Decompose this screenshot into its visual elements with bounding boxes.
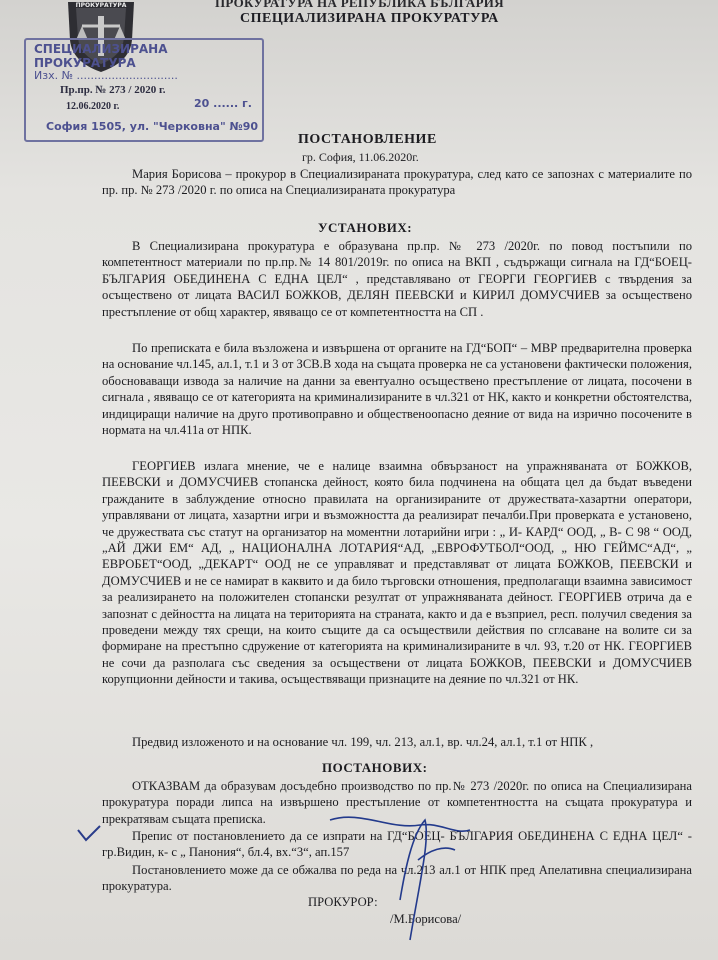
header-line-2: СПЕЦИАЛИЗИРАНА ПРОКУРАТУРА: [240, 11, 499, 26]
paragraph-5: ОТКАЗВАМ да образувам досъдебно производство по пр.№ 273 /2020г. по описа на Специализирана прокуратура поради липса на извършено престъпление от компетентността на същата прокуратура и прекратявам същата преписка.: [102, 779, 692, 826]
stamp-date: 12.06.2020 г.: [66, 101, 120, 112]
stamp-title: СПЕЦИАЛИЗИРАНА ПРОКУРАТУРА: [34, 42, 168, 70]
document-title: ПОСТАНОВЛЕНИЕ: [298, 132, 437, 147]
prosecutor-label: ПРОКУРОР:: [308, 895, 378, 909]
paragraph-6: Препис от постановлението да се изпрати на ГД“БОЕЦ- БЪЛГАРИЯ ОБЕДИНЕНА С ЕДНА ЦЕЛ“ - гр.Видин, к- с „ Панония“, бл.4, вх.“3“, ап.157: [102, 829, 692, 860]
section-established-heading: УСТАНОВИХ:: [318, 220, 413, 235]
stamp-case-number: Пр.пр. № 273 / 2020 г.: [60, 84, 166, 96]
stamp-year: 20 ...... г.: [194, 97, 252, 110]
place-and-date: гр. София, 11.06.2020г.: [302, 150, 419, 164]
paragraph-3: ГЕОРГИЕВ излага мнение, че е налице взаимна обвързаност на упражняваната от БОЖКОВ, ПЕЕВСКИ и ДОМУСЧИЕВ стопанска дейност, която била подчинена на общата цел да бъдат въведени гражданите в заблуждение относно правилата на организираните от дружествата-хазартни оператори, управлявани от лицата, хазартни игри и възможността да реализират печалби.При проверката е установено, че дружествата със статут на организатор на моментни лотарийни игри : „ И- КАРД“ ООД, „ В- С 98 “ ООД, „АЙ ДЖИ ЕМ“ АД, „ НАЦИОНАЛНА ЛОТАРИЯ“АД, „ЕВРОФУТБОЛ“ООД, „ НЮ ГЕЙМС“АД“, „ ЕВРОБЕТ“ООД, „ДЕКАРТ“ ООД не се управляват и представляват от лицата БОЖКОВ, ПЕЕВСКИ и ДОМУСЧИЕВ и не се намират в каквито и да било търговски отношения, предполагащи взаимна зависимост за реализирането на положителен стопански резултат от упражняваната дейност. ГЕОРГИЕВ отрича да е запознат с дейността на лицата на територията на страната, както и да е възприел, респ. получил сведения за проведени между тях срещи, на които същите да са осъществили действия по сглсаване на волите си за формиране на престъпно сдружение от категорията на криминализираните в чл. 93, т.20 от НК. ГЕОРГИЕВ не сочи да разполага със сведения за осъществени от лицата БОЖКОВ, ПЕЕВСКИ и ДОМУСЧИЕВ корупционни дейности и такива, осъществяващи признаците на деяние по чл.321 от НК.: [102, 459, 692, 687]
paragraph-2: По преписката е била възложена и извършена от органите на ГД“БОП“ – МВР предварителна проверка на основание чл.145, ал.1, т.1 и 3 от ЗСВ.В хода на същата проверка не са установени фактически положения, обосноваващи извода за наличие на данни за евентуално осъществено престъпление от лицата, посочени в сигнала , явяващо се от категорията на криминализираните в чл.321 от НК, както и конкретни обстоятелства, индициращи наличие на друго противоправно и общественоопасно деяние от вида на изрично посочените в нормата на чл.411а от НПК.: [102, 341, 692, 438]
paragraph-7: Постановлението може да се обжалва по реда на чл.213 ал.1 от НПК пред Апелативна специализирана прокуратура.: [102, 863, 692, 894]
intro-paragraph: Мария Борисова – прокурор в Специализираната прокуратура, след като се запознах с материалите по пр. пр. № 273 /2020 г. по описа на Специализираната прокуратура: [102, 167, 692, 198]
stamp-address: София 1505, ул. "Черковна" №90: [46, 120, 259, 133]
emblem-caption: ПРОКУРАТУРА: [75, 2, 127, 9]
registration-stamp: [24, 38, 264, 142]
check-mark-icon: [78, 826, 100, 840]
header-line-1: ПРОКУРАТУРА НА РЕПУБЛИКА БЪЛГАРИЯ: [215, 0, 504, 10]
stamp-out-number: Изх. № .............................: [34, 69, 178, 82]
section-decreed-heading: ПОСТАНОВИХ:: [322, 760, 428, 775]
signer-name: /М.Борисова/: [390, 912, 462, 926]
paragraph-4: Предвид изложеното и на основание чл. 199, чл. 213, ал.1, вр. чл.24, ал.1, т.1 от НПК ,: [132, 735, 594, 749]
paragraph-1: В Специализирана прокуратура е образувана пр.пр. № 273 /2020г. по повод постъпили по компетентност материали по пр.пр.№ 14 801/2019г. по описа на ВКП , съдържащи сигнала на ГД“БОЕЦ- БЪЛГАРИЯ ОБЕДИНЕНА С ЕДНА ЦЕЛ“ , представлявано от ГЕОРГИ ГЕОРГИЕВ с твърдения за осъществено от лицата ВАСИЛ БОЖКОВ, ДЕЛЯН ПЕЕВСКИ и КИРИЛ ДОМУСЧИЕВ за осъществено престъпление от общ характер, явяващо се от компетентността на СП .: [102, 239, 692, 319]
